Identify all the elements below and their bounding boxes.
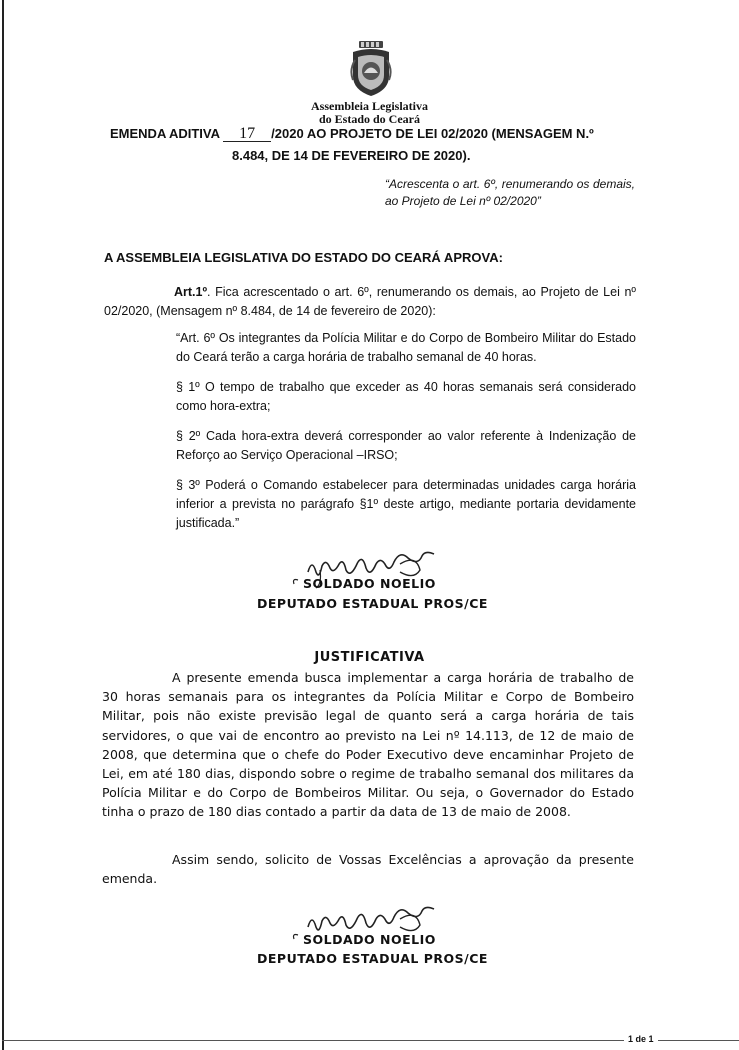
document-title bbox=[110, 123, 650, 167]
article-1 bbox=[104, 283, 636, 321]
paragraph-1: § 1º O tempo de trabalho que exceder as 40 horas semanais será considerado como hora-extra; bbox=[176, 380, 636, 413]
approval-statement: A ASSEMBLEIA LEGISLATIVA DO ESTADO DO CEARÁ APROVA: bbox=[104, 250, 503, 265]
justificativa-p1-text: A presente emenda busca implementar a carga horária de trabalho de 30 horas semanais para os integrantes da Polícia Militar e Corpo de Bombeiro Militar, pois não existe previsão legal de quanto será a carga horária de tais servidores, o que vai de encontro ao previsto na Lei nº 14.113, de 12 de maio de 2008, que determina que o chefe do Poder Executivo deve encaminhar Projeto de Lei, em até 180 dias, dispondo sobre o regime de trabalho semanal dos militares da Polícia Militar e do Corpo de Bombeiros Militar. Ou seja, o Governador do Estado tinha o prazo de 180 dias contado a partir da data de 13 de maio de 2008. bbox=[102, 670, 634, 820]
justificativa-heading: JUSTIFICATIVA bbox=[314, 650, 425, 665]
signatory-role-2: DEPUTADO ESTADUAL PROS/CE bbox=[257, 951, 488, 966]
coat-of-arms-seal-icon bbox=[349, 40, 393, 98]
handwritten-amendment-number: 17 bbox=[223, 127, 271, 142]
title-prefix: EMENDA ADITIVA bbox=[110, 126, 220, 141]
scan-left-edge bbox=[2, 0, 4, 1050]
justificativa-paragraph-2 bbox=[102, 850, 634, 888]
ementa-summary: “Acrescenta o art. 6º, renumerando os demais, ao Projeto de Lei nº 02/2020” bbox=[385, 177, 635, 208]
org-name-line2: do Estado do Ceará bbox=[318, 112, 420, 126]
org-name-line1: Assembleia Legislativa bbox=[311, 99, 428, 113]
title-line1-rest: /2020 AO PROJETO DE LEI 02/2020 (MENSAGEM N.º bbox=[271, 126, 594, 141]
title-line2: 8.484, DE 14 DE FEVEREIRO DE 2020). bbox=[232, 148, 471, 163]
signatory-name: SOLDADO NOELIO bbox=[303, 576, 436, 591]
page-number: 1 de 1 bbox=[624, 1034, 658, 1044]
paragraph-3: § 3º Poderá o Comando estabelecer para determinadas unidades carga horária inferior a prevista no parágrafo §1º deste artigo, mediante portaria devidamente justificada.” bbox=[176, 478, 636, 530]
justificativa-paragraph-1 bbox=[102, 668, 634, 822]
signatory-name-2: SOLDADO NOELIO bbox=[303, 932, 436, 947]
paragraph-2: § 2º Cada hora-extra deverá corresponder ao valor referente à Indenização de Reforço ao Serviço Operacional –IRSO; bbox=[176, 429, 636, 462]
signatory-role: DEPUTADO ESTADUAL PROS/CE bbox=[257, 596, 488, 611]
article-6-caput: “Art. 6º Os integrantes da Polícia Militar e do Corpo de Bombeiro Militar do Estado do Ceará terão a carga horária de trabalho semanal de 40 horas. bbox=[176, 331, 636, 364]
article-label: Art.1º bbox=[174, 285, 208, 299]
article-text: . Fica acrescentado o art. 6º, renumerando os demais, ao Projeto de Lei nº 02/2020, (Mensagem nº 8.484, de 14 de fevereiro de 2020): bbox=[104, 285, 636, 318]
justificativa-p2-text: Assim sendo, solicito de Vossas Excelências a aprovação da presente emenda. bbox=[102, 852, 634, 887]
